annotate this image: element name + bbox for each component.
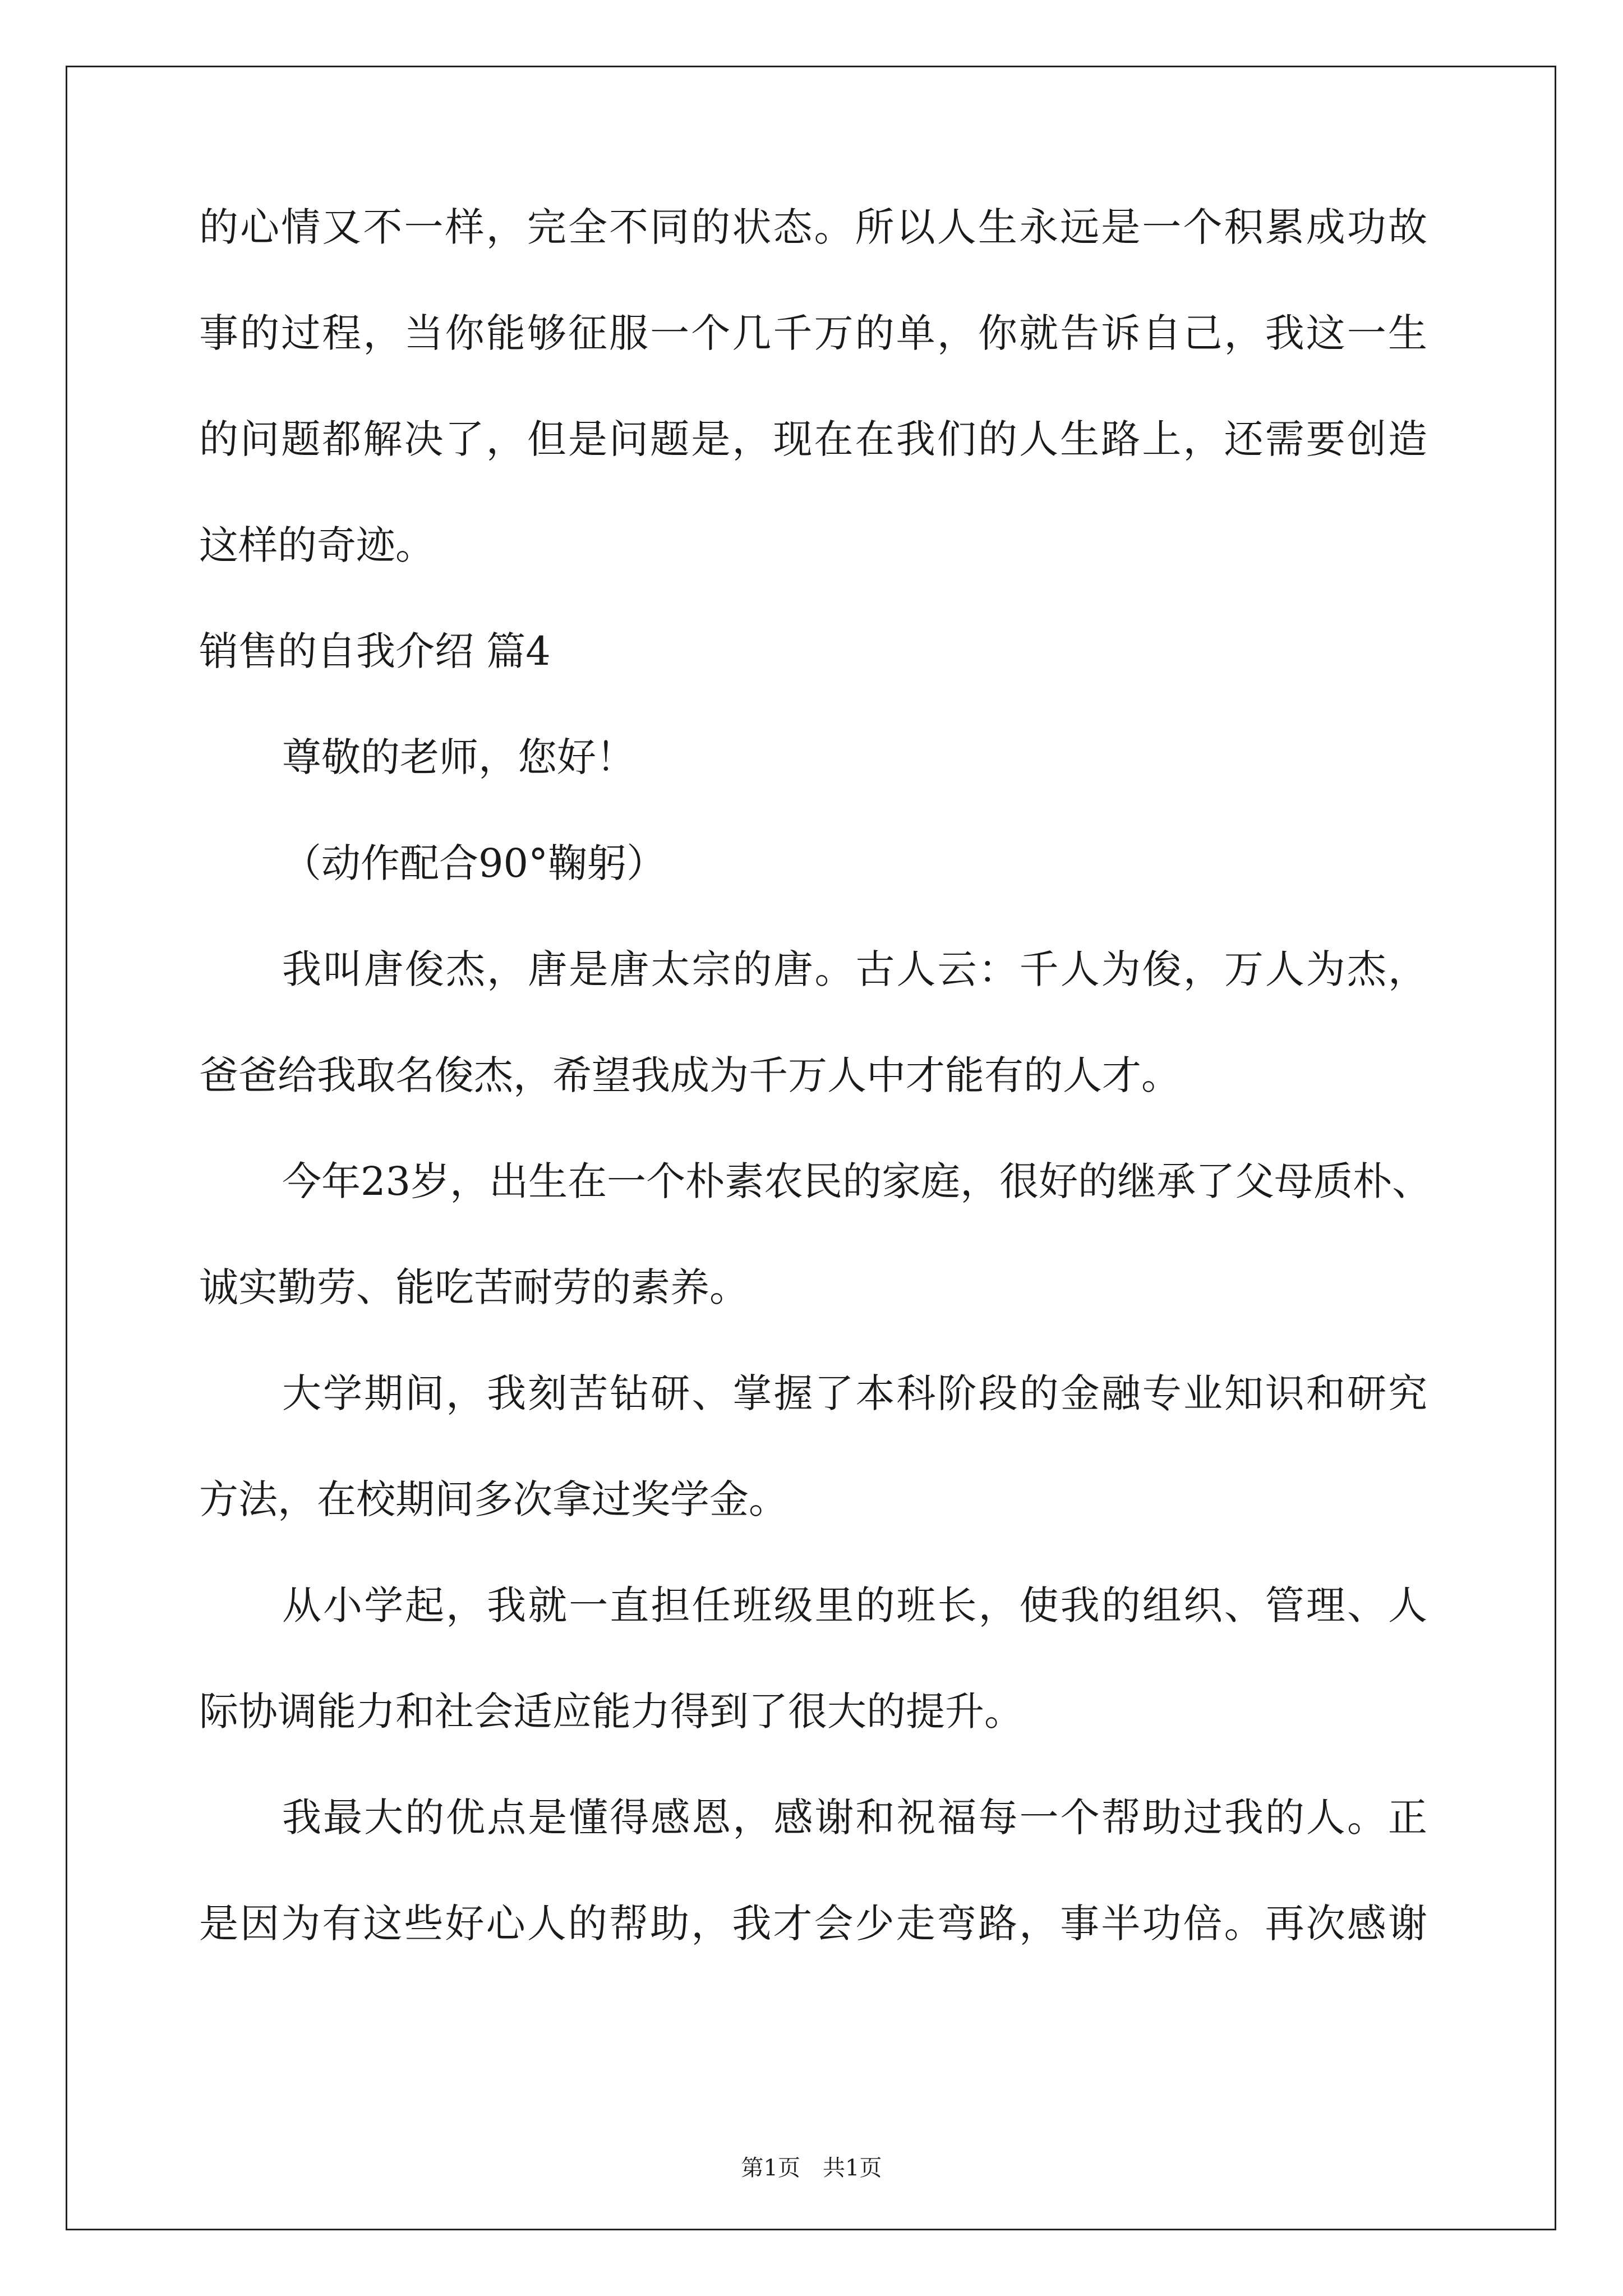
page-footer: 第1页 共1页 [741, 2155, 882, 2181]
text-line: 是因为有这些好心人的帮助，我才会少走弯路，事半功倍。再次感谢 [199, 1901, 1427, 1947]
text-line: 的问题都解决了，但是问题是，现在在我们的人生路上，还需要创造 [199, 416, 1427, 462]
text-line: 这样的奇迹。 [199, 522, 435, 568]
text-line: 尊敬的老师，您好！ [282, 734, 635, 780]
text-line: 从小学起，我就一直担任班级里的班长，使我的组织、管理、人 [282, 1582, 1427, 1628]
text-line: 际协调能力和社会适应能力得到了很大的提升。 [199, 1688, 1023, 1734]
text-line: 今年23岁，出生在一个朴素农民的家庭，很好的继承了父母质朴、 [282, 1158, 1432, 1204]
text-line: 的心情又不一样，完全不同的状态。所以人生永远是一个积累成功故 [199, 204, 1427, 250]
text-line: （动作配合90°鞠躬） [282, 840, 666, 886]
document-body [199, 204, 1432, 1947]
text-line: 大学期间，我刻苦钻研、掌握了本科阶段的金融专业知识和研究 [282, 1370, 1427, 1416]
text-line: 我叫唐俊杰，唐是唐太宗的唐。古人云：千人为俊，万人为杰， [282, 946, 1427, 992]
text-line: 我最大的优点是懂得感恩，感谢和祝福每一个帮助过我的人。正 [282, 1795, 1427, 1841]
text-line: 诚实勤劳、能吃苦耐劳的素养。 [199, 1264, 749, 1310]
section-heading: 销售的自我介绍 篇4 [199, 628, 551, 674]
text-line: 方法，在校期间多次拿过奖学金。 [199, 1476, 788, 1522]
text-line: 爸爸给我取名俊杰，希望我成为千万人中才能有的人才。 [199, 1052, 1181, 1098]
text-line: 事的过程，当你能够征服一个几千万的单，你就告诉自己，我这一生 [199, 310, 1427, 356]
